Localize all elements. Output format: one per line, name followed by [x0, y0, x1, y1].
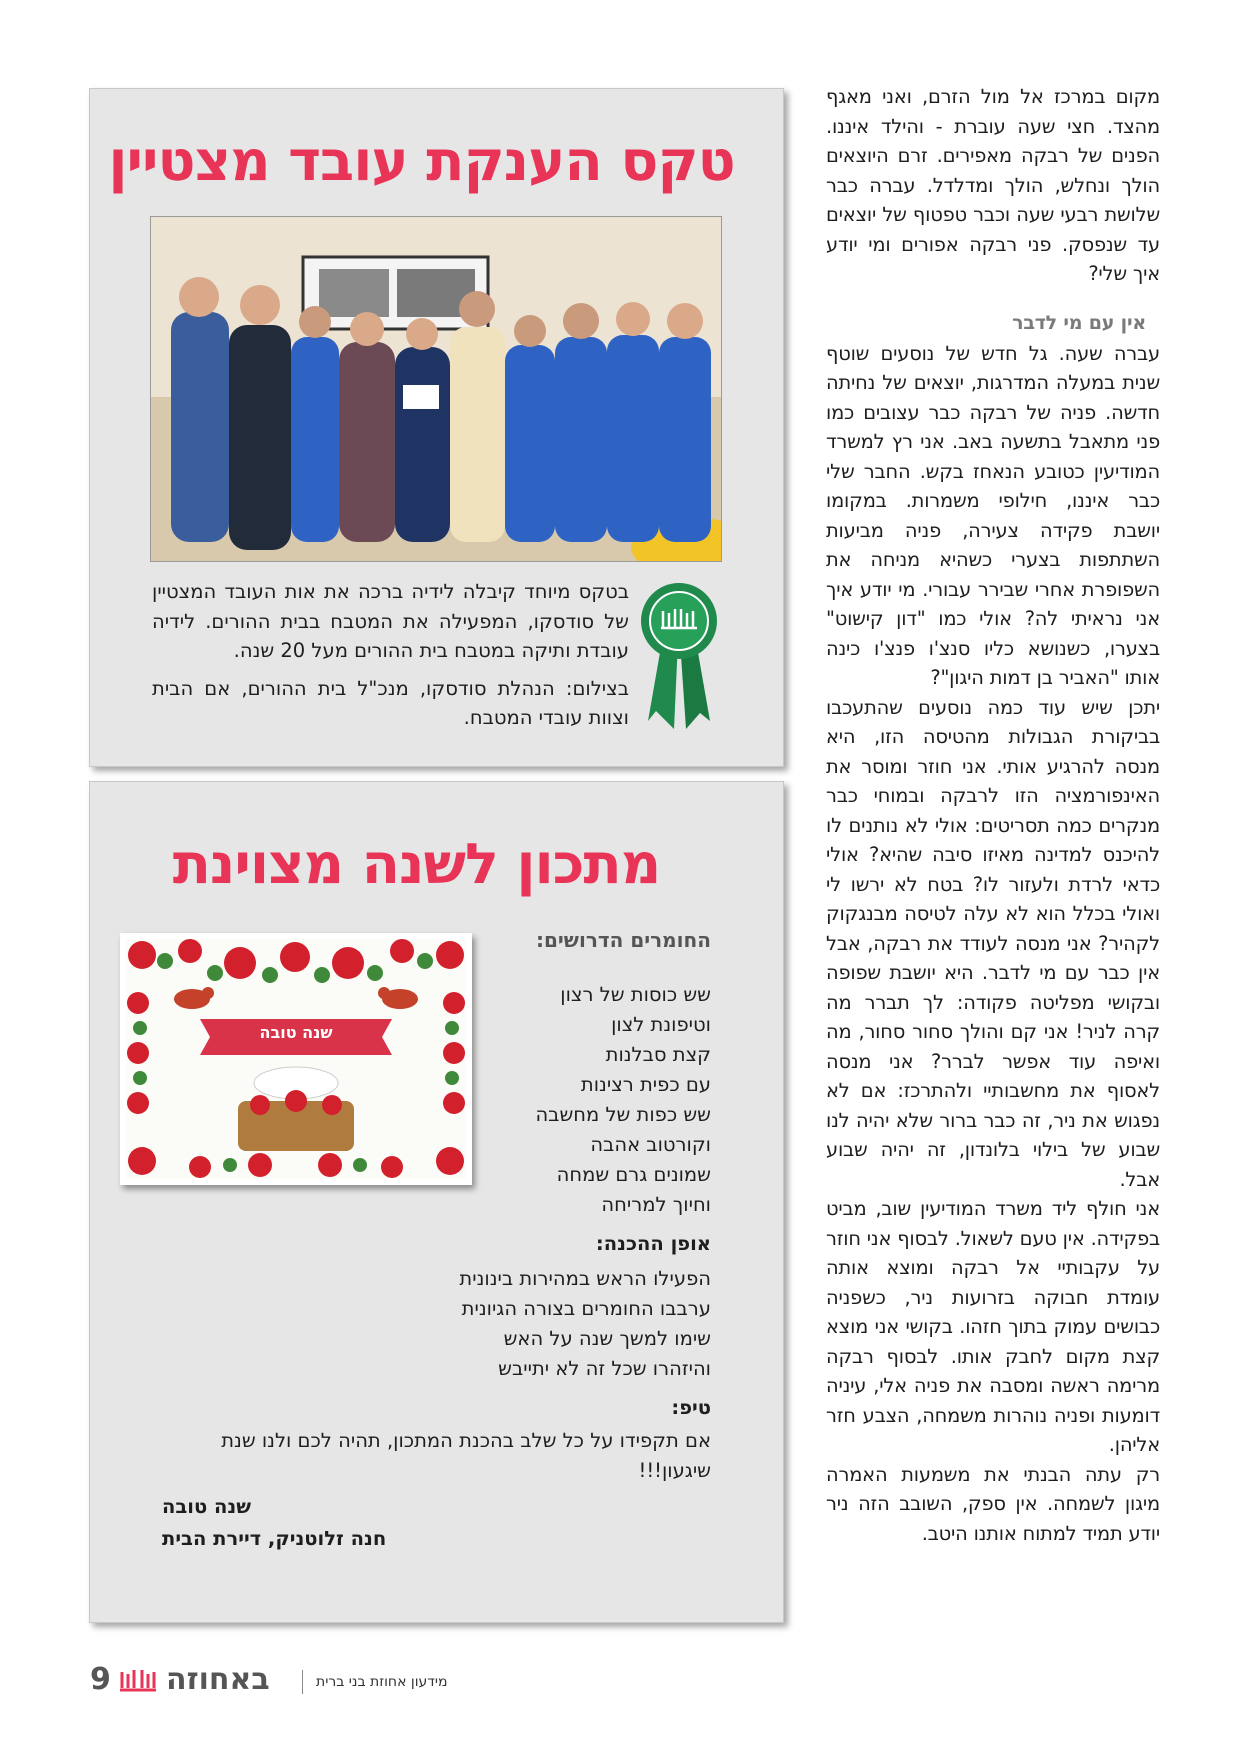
ingredient-item: וטיפונת לצון [611, 1013, 711, 1036]
award-ribbon-icon [634, 581, 724, 731]
article-subheading: אין עם מי לדבר [1012, 311, 1146, 334]
method-heading: אופן ההכנה: [595, 1232, 711, 1255]
author-signature: חנה זלוטניק, דיירת הבית [162, 1527, 387, 1550]
page-footer [90, 1662, 490, 1702]
magazine-subtitle: מידעון אחוזת בני ברית [316, 1674, 448, 1690]
tip-heading: טיפ: [671, 1396, 711, 1419]
article-paragraph: רק עתה הבנתי את משמעות האמרה מיגון לשמחה. אין ספק, השובב הזה ניר יודע תמיד למתוח אותנו היטב. [826, 1462, 1160, 1545]
article-paragraph: עברה שעה. גל חדש של נוסעים שוטף שנית במעלה המדרגות, יוצאים של נחיתה חדשה. פניה של רבקה כבר עצובים כמו פני מתאבל בתשעה באב. אני רץ למשרד המודיעין כטובע הנאחז בקש. החבר שלי כבר איננו, חילופי משמרות. במקומו יושבת פקידה צעירה, פניה מביעות השתתפות בצערי כשהיא מניחה את השפופרת אחרי שבירר עבורי. מי יודע איך אני נראיתי לה? אולי כמו "דון קישוט" בצערו, כשנושא כליו סנצ'ו פנצ'ו כינה אותו "האביר בן דמות היגון"? [826, 341, 1160, 689]
article-column [826, 82, 1160, 1548]
card-banner-text: שנה טובה [259, 1023, 333, 1042]
method-step: והיזהרו שכל זה לא יתייבש [498, 1357, 711, 1380]
ingredients-heading: החומרים הדרושים: [535, 928, 711, 952]
menorah-icon [118, 1668, 158, 1694]
method-step: הפעילו הראש במהירות בינונית [459, 1267, 711, 1290]
ingredient-item: שמונים גרם שמחה [556, 1163, 711, 1186]
page-number: 9 [90, 1662, 111, 1697]
recipe-box [89, 781, 784, 1623]
greeting: שנה טובה [162, 1495, 252, 1518]
award-caption [152, 577, 629, 741]
ingredients-list [535, 980, 711, 1220]
recipe-title: מתכון לשנה מצוינת [172, 832, 661, 897]
article-paragraph: מקום במרכז אל מול הזרם, ואני מאגף מהצד. חצי שעה עוברת - והילד איננו. הפנים של רבקה מאפירים. זרם היוצאים הולך ונחלש, הולך ומדלדל. עברה כבר שלושת רבעי שעה וכבר טפטוף של יוצאים עד שנפסק. פני רבקה אפורים ומי יודע איך שלי? [826, 85, 1160, 285]
method-list [459, 1264, 711, 1384]
award-caption-text: בטקס מיוחד קיבלה לידיה ברכה את אות העובד המצטיין של סודסקו, המפעילה את המטבח בבית ההורים. לידיה עובדת ותיקה במטבח בית ההורים מעל 20 שנה. [152, 580, 629, 662]
tip-text: אם תקפידו על כל שלב בהכנת המתכון, תהיה לכם ולנו שנת שיגעון!!! [221, 1429, 711, 1482]
footer-divider [302, 1670, 303, 1694]
award-photo-credit: בצילום: הנהלת סודסקו, מנכ"ל בית ההורים, אם הבית וצוות עובדי המטבח. [152, 676, 629, 729]
ingredient-item: שש כפות של מחשבה [535, 1103, 711, 1126]
ingredient-item: שש כוסות של רצון [560, 983, 711, 1006]
article-paragraph: יתכן שיש עוד כמה נוסעים שהתעכבו בביקורת הגבולות מהטיסה הזו, היא מנסה להרגיע אותי. אני חוזר ומוסר את האינפורמציה הזו לרבקה ובמוחי כבר מנקרים כמה תסריטים: אולי לא נותנים לו להיכנס למדינה מאיזו סיבה שהיא? אולי כדאי לרדת ולעזור לו? בטח לא ירשו לי ואולי בכלל הוא לא עלה לטיסה מבנגקוק לקהיר? אני מנסה לעודד את רבקה, אבל אין כבר עם מי לדבר. היא יושבת שפופה ובקושי מפליטה פקודה: לך תברר מה קרה לניר! אני קם והולך סחור סחור, מה ואיפה עוד אפשר לברר? אני מנסה לאסוף את מחשבותיי ולהתרכז: אם לא נפגוש את ניר, זה כבר ברור שלא יהיה לנו שבוע של בילוי בלונדון, זה יהיה שבוע אבל. [826, 695, 1160, 1191]
method-step: ערבבו החומרים בצורה הגיונית [461, 1297, 711, 1320]
new-year-card-image [120, 933, 472, 1185]
ingredient-item: עם כפית רצינות [580, 1073, 711, 1096]
magazine-brand: באחוזה [166, 1662, 270, 1697]
award-title: טקס הענקת עובד מצטיין [108, 129, 735, 194]
ingredient-item: וחיוך למריחה [601, 1193, 711, 1216]
ingredient-item: קצת סבלנות [605, 1043, 711, 1066]
method-step: שימו למשך שנה על האש [503, 1327, 711, 1350]
ingredient-item: וקורטוב אהבה [590, 1133, 711, 1156]
article-paragraph: אני חולף ליד משרד המודיעין שוב, מביט בפקידה. אין טעם לשאול. לבסוף אני חוזר על עקבותיי אל רבקה ומוצא אותה עומדת חבוקה בזרועות ניר, כשפניה כבושים עמוק בתוך חזהו. בקושי אני מוצא קצת מקום לחבק אותו. לבסוף רבקה מרימה ראשה ומסבה את פניה אלי, עיניה דומעות ופניה נוהרות משמחה, הצבע חזר אליהן. [826, 1197, 1160, 1456]
award-photo [150, 216, 722, 562]
award-box [89, 88, 784, 767]
